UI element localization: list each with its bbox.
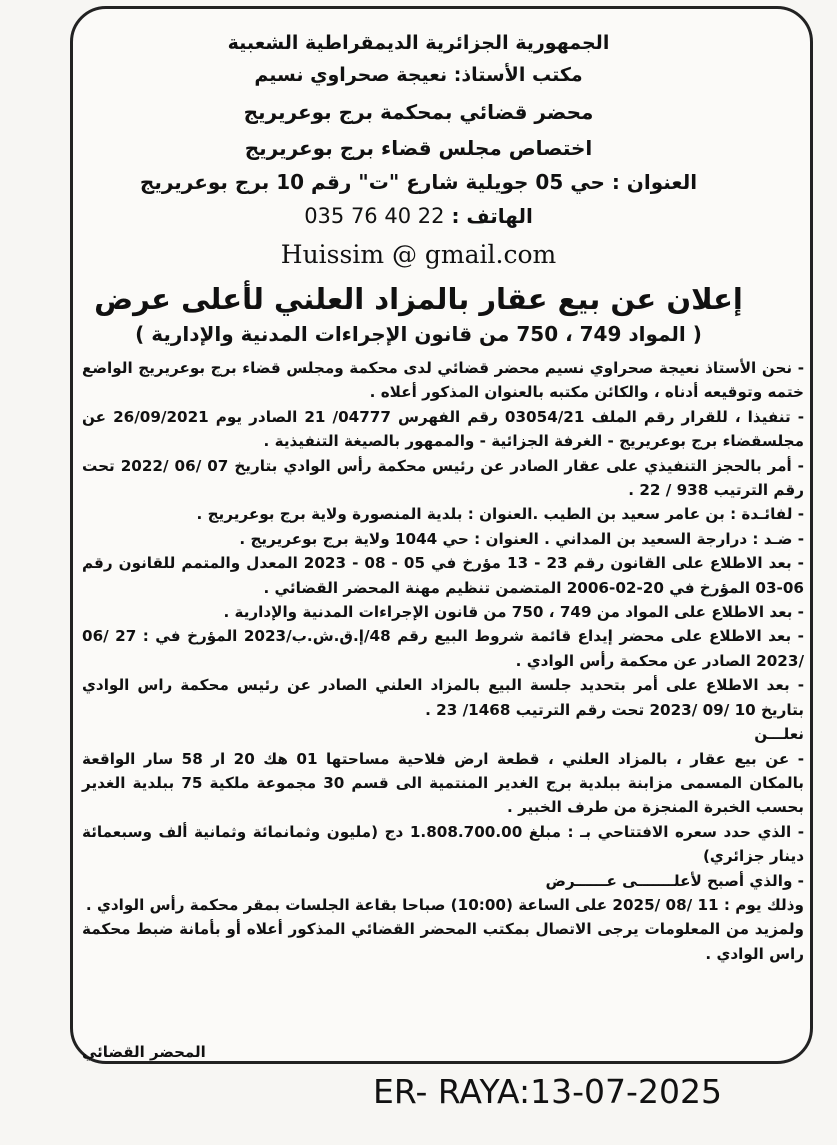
- paragraph-price: - الذي حدد سعره الافتتاحي بـ : مبلغ 1.808.700.00 دج (مليون وثمانمائة وثمانية ألف وسبعمائة دينار جزائري): [82, 822, 804, 866]
- notice-subtitle: ( المواد 749 ، 750 من قانون الإجراءات المدنية والإدارية ): [135, 322, 702, 346]
- paragraph-contact: ولمزيد من المعلومات يرجى الاتصال بمكتب المحضر القضائي المذكور أعلاه أو بأمانة ضبط محكمة راس الوادي .: [82, 920, 804, 963]
- office-email: Huissim @ gmail.com: [280, 240, 557, 269]
- paragraph-intro: - نحن الأستاذ نعيجة صحراوي نسيم محضر قضائي لدى محكمة ومجلس قضاء برج بوعريريج الواضع ختمه وتوقيعه أدناه ، والكائن مكتبه بالعنوان المذكور أعلاه .: [82, 359, 804, 402]
- phone-number: 035 76 40 22: [304, 204, 445, 228]
- bailiff-court: محضر قضائي بمحكمة برج بوعريريج: [243, 100, 594, 124]
- notice-body: [82, 356, 804, 966]
- signer: المحضر القضائي: [82, 1043, 206, 1061]
- paragraph-articles: - بعد الاطلاع على المواد من 749 ، 750 من قانون الإجراءات المدنية والإدارية .: [223, 603, 804, 622]
- paragraph-session: - بعد الاطلاع على أمر بتحديد جلسة البيع بالمزاد العلني الصادر عن رئيس محكمة راس الوادي بتاريخ 10 /09 /2023 تحت رقم الترتيب 1468/ 23 .: [82, 676, 804, 719]
- paragraph-against: - ضـد : درارجة السعيد بن المداني . العنوان : حي 1044 ولاية برج بوعريريج .: [239, 529, 804, 548]
- office-name: مكتب الأستاذ: نعيجة صحراوي نسيم: [254, 64, 583, 86]
- office-phone: [0, 204, 837, 228]
- announce-heading: نعلـــن: [754, 725, 804, 744]
- paragraph-law: - بعد الاطلاع على القانون رقم 23 - 13 مؤرخ في 05 - 08 - 2023 المعدل والمتمم للقانون رقم 06-03 المؤرخ في 20-02-2006 المتضمن تنظيم مهنة المحضر القضائي .: [82, 554, 804, 597]
- phone-label: الهاتف :: [451, 204, 533, 228]
- country-heading: الجمهورية الجزائرية الديمقراطية الشعبية: [227, 32, 610, 54]
- paragraph-date: وذلك يوم : 11 /08 /2025 على الساعة (10:00) صباحا بقاعة الجلسات بمقر محكمة رأس الوادي .: [85, 895, 804, 914]
- paragraph-highest-bid: - والذي أصبح لأعلـــــــى عــــــرض: [545, 871, 804, 890]
- paragraph-execution: - تنفيذا ، للقرار رقم الملف 03054/21 رقم الفهرس 04777/ 21 الصادر يوم 26/09/2021 عن مجلسقضاء برج بوعريريج - الغرفة الجزائية - والممهور بالصيغة التنفيذية .: [82, 407, 804, 451]
- notice-title: إعلان عن بيع عقار بالمزاد العلني لأعلى عرض: [94, 282, 743, 316]
- paragraph-beneficiary: - لفائـدة : بن عامر سعيد بن الطيب .العنوان : بلدية المنصورة ولاية برج بوعريريج .: [196, 505, 804, 524]
- office-address: العنوان : حي 05 جويلية شارع "ت" رقم 10 برج بوعريريج: [139, 170, 698, 194]
- paragraph-property: - عن بيع عقار ، بالمزاد العلني ، قطعة ارض فلاحية مساحتها 01 هك 20 ار 58 سار الواقعة بالمكان المسمى مزابنة ببلدية برج الغدير المنتمية الى قسم 30 مجموعة ملكية 75 ببلدية الغدير بحسب الخبرة المنجزة من طرف الخبير .: [82, 749, 804, 817]
- paragraph-seizure-order: - أمر بالحجز التنفيذي على عقار الصادر عن رئيس محكمة رأس الوادي بتاريخ 07 /06 /2022 تحت رقم الترتيب 938 / 22 .: [82, 456, 804, 500]
- newspaper-source: ER- RAYA:13-07-2025: [373, 1072, 722, 1111]
- paragraph-conditions: - بعد الاطلاع على محضر إيداع قائمة شروط البيع رقم 48/إ.ق.ش.ب/2023 المؤرخ في : 27 /06 /2023 الصادر عن محكمة رأس الوادي .: [82, 627, 804, 670]
- jurisdiction: اختصاص مجلس قضاء برج بوعريريج: [244, 136, 593, 160]
